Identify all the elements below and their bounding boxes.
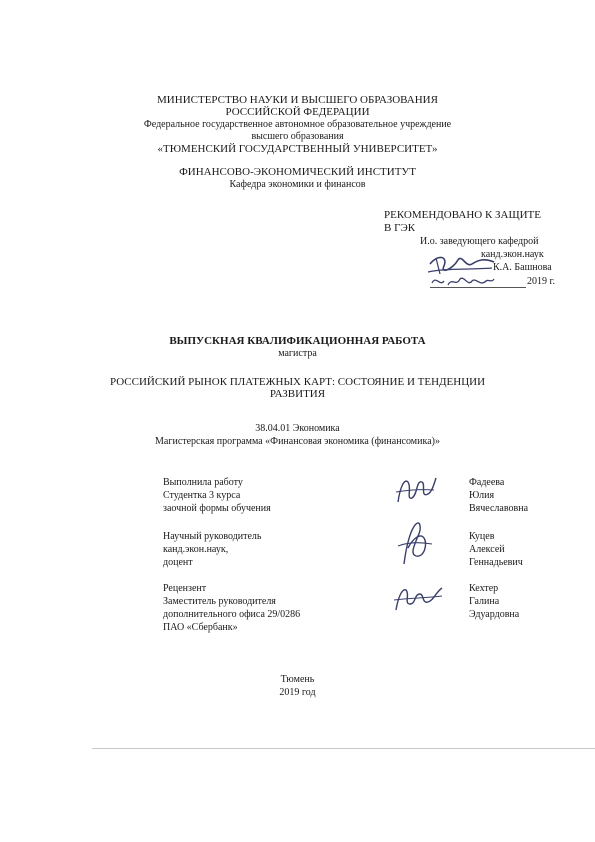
supervisor-signature-icon (390, 518, 438, 568)
work-title-line-1: РОССИЙСКИЙ РЫНОК ПЛАТЕЖНЫХ КАРТ: СОСТОЯНИЕ И ТЕНДЕНЦИИ (109, 376, 486, 388)
ministry-line-2: РОССИЙСКОЙ ФЕДЕРАЦИИ (225, 106, 370, 118)
approval-name: К.А. Башнова (493, 262, 552, 273)
author-label-2: Студентка 3 курса (163, 490, 241, 501)
reviewer-label-4: ПАО «Сбербанк» (163, 622, 238, 633)
approval-degree: канд.экон.наук (481, 249, 544, 260)
approval-line-1: РЕКОМЕНДОВАНО К ЗАЩИТЕ (384, 209, 541, 221)
work-level: магистра (278, 348, 317, 359)
master-program: Магистерская программа «Финансовая экономика (финансомика)» (155, 436, 440, 447)
supervisor-patronymic: Геннадьевич (469, 557, 523, 568)
approval-year: 2019 г. (527, 276, 555, 287)
supervisor-label-2: канд.экон.наук, (163, 544, 229, 555)
education-level-line: высшего образования (251, 131, 344, 142)
institution-type-line: Федеральное государственное автономное образовательное учреждение (143, 119, 452, 130)
department-name: Кафедра экономики и финансов (229, 179, 366, 190)
author-patronymic: Вячеславовна (469, 503, 529, 514)
reviewer-label-3: дополнительного офиса 29/0286 (163, 609, 301, 620)
reviewer-label-2: Заместитель руководителя (163, 596, 276, 607)
author-label-1: Выполнила работу (163, 477, 243, 488)
reviewer-signature-icon (390, 582, 446, 616)
specialty-code: 38.04.01 Экономика (255, 423, 340, 434)
reviewer-first-name: Галина (469, 596, 500, 607)
institute-name: ФИНАНСОВО-ЭКОНОМИЧЕСКИЙ ИНСТИТУТ (179, 166, 416, 178)
reviewer-surname: Кехтер (469, 583, 499, 594)
author-surname: Фадеева (469, 477, 505, 488)
city: Тюмень (280, 674, 315, 685)
ministry-line-1: МИНИСТЕРСТВО НАУКИ И ВЫСШЕГО ОБРАЗОВАНИЯ (157, 94, 438, 106)
handwritten-date-icon (430, 273, 496, 291)
supervisor-surname: Куцев (469, 531, 495, 542)
author-label-3: заочной формы обучения (163, 503, 271, 514)
author-first-name: Юлия (469, 490, 495, 501)
scan-edge-line (92, 748, 595, 749)
university-name: «ТЮМЕНСКИЙ ГОСУДАРСТВЕННЫЙ УНИВЕРСИТЕТ» (157, 143, 438, 155)
supervisor-label-1: Научный руководитель (163, 531, 262, 542)
reviewer-label-1: Рецензент (163, 583, 207, 594)
approval-role: И.о. заведующего кафедрой (420, 236, 539, 247)
work-title-line-2: РАЗВИТИЯ (269, 388, 326, 400)
author-signature-icon (390, 472, 440, 512)
approval-line-2: В ГЭК (384, 222, 416, 234)
supervisor-label-3: доцент (163, 557, 193, 568)
work-type: ВЫПУСКНАЯ КВАЛИФИКАЦИОННАЯ РАБОТА (169, 335, 426, 347)
supervisor-first-name: Алексей (469, 544, 505, 555)
reviewer-patronymic: Эдуардовна (469, 609, 520, 620)
year: 2019 год (279, 687, 316, 698)
